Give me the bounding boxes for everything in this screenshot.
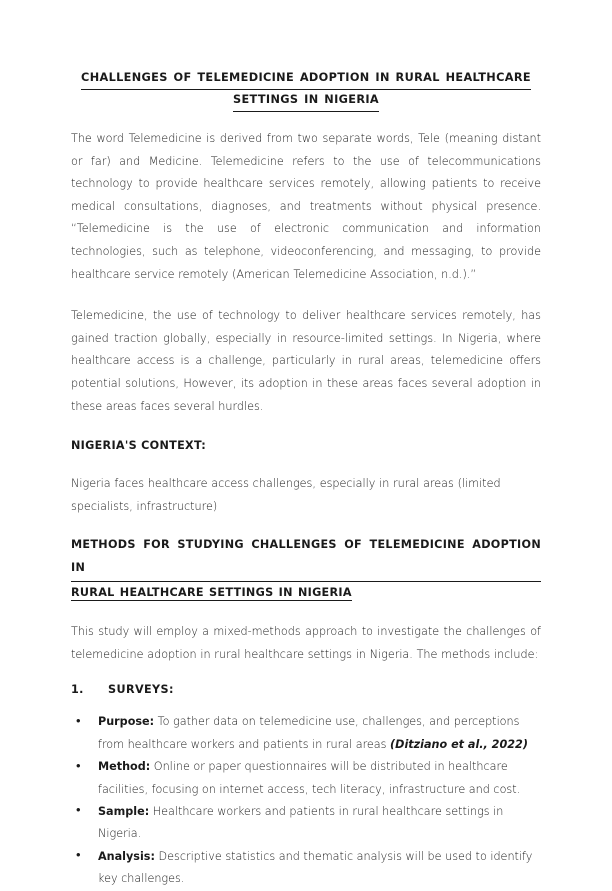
spacer [71, 112, 541, 128]
surveys-bullet-list [71, 711, 541, 890]
spacer [71, 604, 541, 621]
intro-paragraph-1: The word Telemedicine is derived from two separate words, Tele (meaning distant or far) and Medicine. Telemedicine refers to the use of telecommunications technology to provide healthcare services remotely, allowing patients to receive medical consultations, diagnoses, and treatments without physical presence. “Telemedicine is the use of electronic communication and information technologies, such as telephone, videoconferencing, and messaging, to provide healthcare service remotely (American Telemedicine Association, n.d.).” [71, 132, 541, 281]
spacer [71, 518, 541, 534]
spacer [71, 666, 541, 680]
intro-paragraph-2: Telemedicine, the use of technology to deliver healthcare services remotely, has gained traction globally, especially in resource-limited settings. In Nigeria, where healthcare access is a challenge, particularly in rural areas, telemedicine offers potential solutions, However, its adoption in these areas faces several adoption in these areas faces several hurdles. [71, 309, 541, 413]
bullet-label: Sample: [98, 804, 150, 818]
bullet-text: To gather data on telemedicine use, challenges, and perceptions from healthcare workers and patients in rural areas [98, 715, 520, 751]
spacer [71, 418, 541, 436]
bullet-text: Online or paper questionnaires will be distributed in healthcare facilities, focusing on internet access, tech literacy, infrastructure and cost. [98, 760, 521, 796]
list-item [76, 801, 541, 846]
spacer [71, 456, 541, 473]
page-title-line-2: SETTINGS IN NIGERIA [233, 90, 379, 112]
methods-item-1-number: 1. [71, 683, 84, 697]
list-item [76, 756, 541, 801]
page-title-line-1: CHALLENGES OF TELEMEDICINE ADOPTION IN RURAL HEALTHCARE [81, 68, 531, 90]
document-body [71, 0, 541, 891]
methods-intro-paragraph: This study will employ a mixed-methods approach to investigate the challenges of telemedicine adoption in rural healthcare settings in Nigeria. The methods include: [71, 625, 541, 661]
nigeria-context-paragraph: Nigeria faces healthcare access challenges, especially in rural areas (limited specialists, infrastructure) [71, 477, 501, 513]
methods-heading-line-2: RURAL HEALTHCARE SETTINGS IN NIGERIA [71, 585, 352, 599]
bullet-text: Healthcare workers and patients in rural healthcare settings in Nigeria. [98, 804, 504, 841]
methods-item-1 [71, 680, 541, 700]
list-item [76, 846, 541, 891]
bullet-text: Descriptive statistics and thematic analysis will be used to identify key challenges. [98, 849, 533, 886]
methods-heading-line-1: METHODS FOR STUDYING CHALLENGES OF TELEMEDICINE ADOPTION IN [71, 534, 541, 581]
bullet-label: Analysis: [98, 849, 155, 863]
page-title [71, 0, 541, 112]
bullet-label: Method: [98, 760, 151, 774]
spacer [71, 286, 541, 305]
spacer [71, 700, 541, 711]
bullet-label: Purpose: [98, 715, 155, 729]
nigeria-context-heading: NIGERIA'S CONTEXT: [71, 439, 207, 453]
list-item [76, 711, 541, 756]
methods-heading [71, 534, 541, 604]
bullet-citation: (Ditziano et al., 2022) [390, 737, 528, 751]
methods-item-1-title: SURVEYS: [108, 683, 174, 697]
